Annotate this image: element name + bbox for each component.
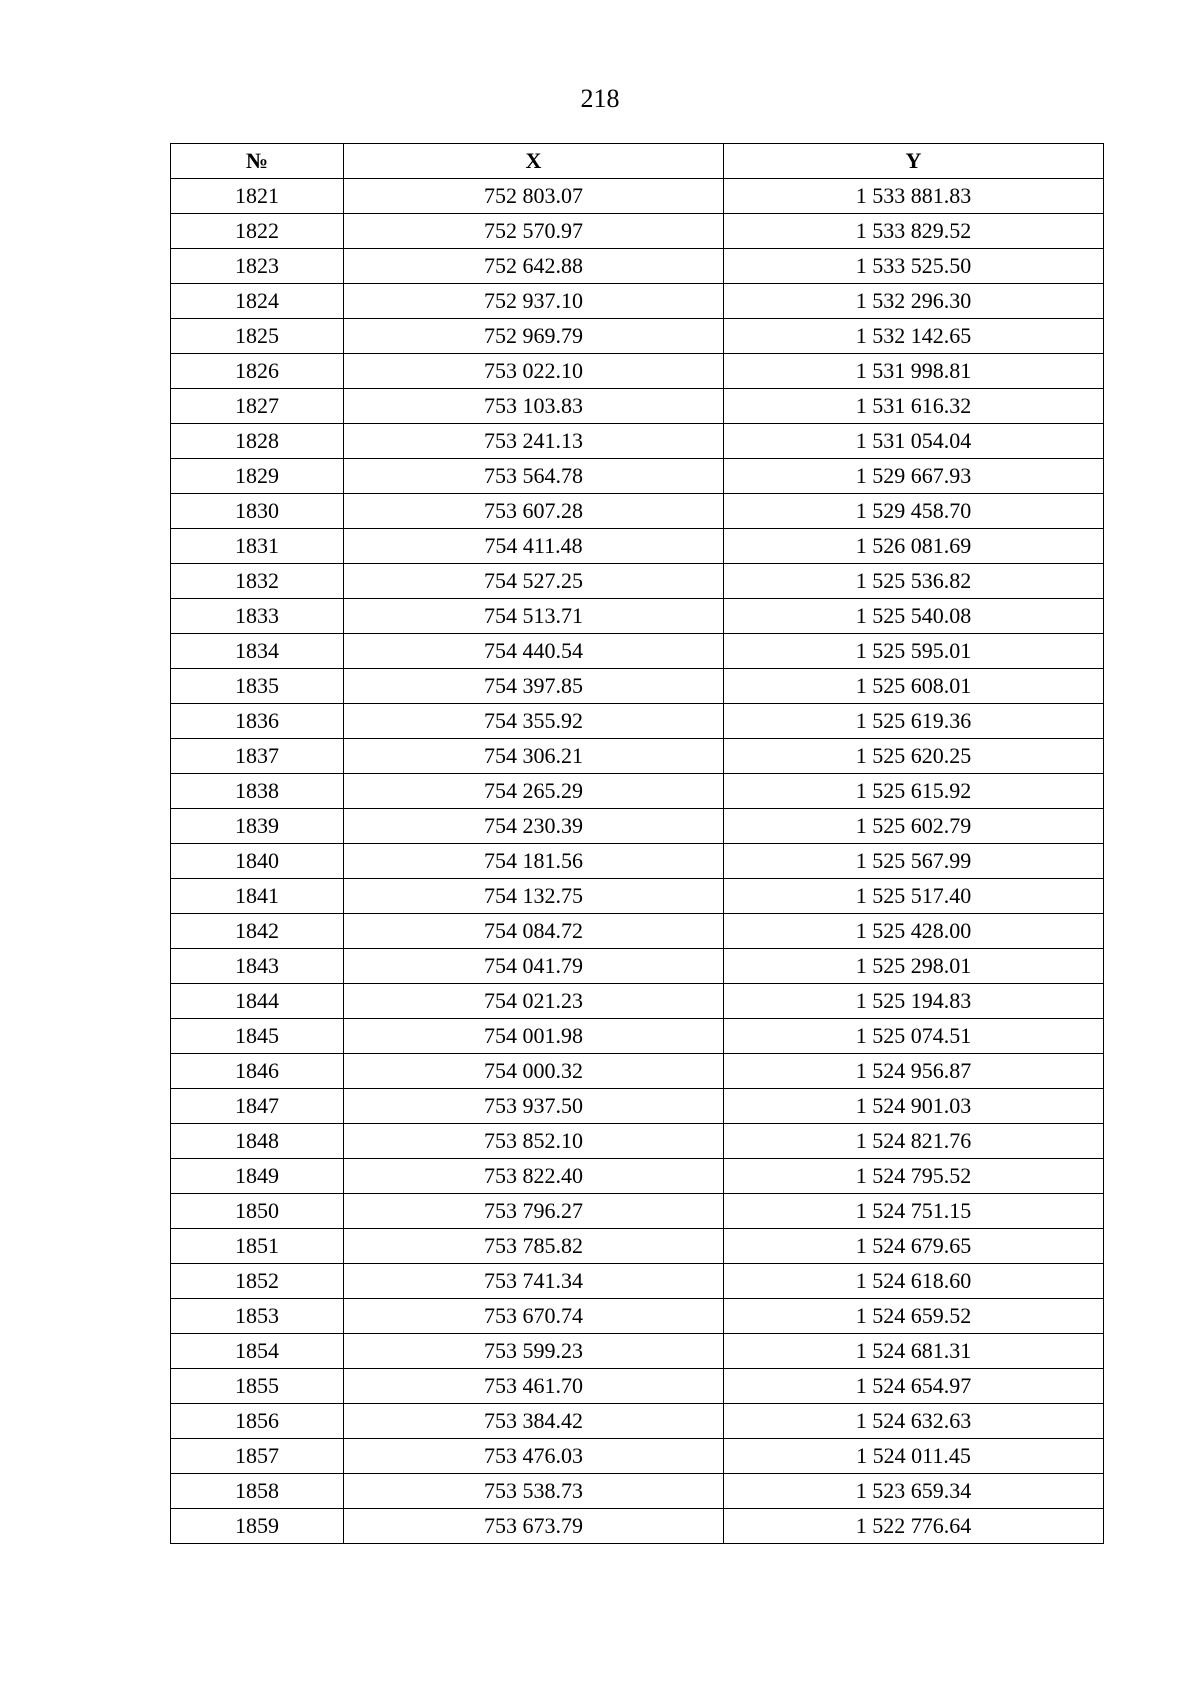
cell-x: 754 397.85	[344, 669, 724, 704]
cell-x: 752 642.88	[344, 249, 724, 284]
cell-x: 754 440.54	[344, 634, 724, 669]
cell-x: 754 181.56	[344, 844, 724, 879]
table-row	[171, 284, 1104, 319]
cell-x: 753 937.50	[344, 1089, 724, 1124]
header-number: №	[171, 144, 344, 179]
table-body	[171, 179, 1104, 1544]
cell-number: 1855	[171, 1369, 344, 1404]
cell-x: 754 527.25	[344, 564, 724, 599]
cell-number: 1839	[171, 809, 344, 844]
table-row	[171, 424, 1104, 459]
cell-number: 1841	[171, 879, 344, 914]
cell-number: 1833	[171, 599, 344, 634]
table-row	[171, 879, 1104, 914]
cell-number: 1854	[171, 1334, 344, 1369]
table-row	[171, 1404, 1104, 1439]
table-row	[171, 1054, 1104, 1089]
table-row	[171, 914, 1104, 949]
table-row	[171, 564, 1104, 599]
cell-number: 1829	[171, 459, 344, 494]
cell-number: 1825	[171, 319, 344, 354]
cell-y: 1 525 540.08	[724, 599, 1104, 634]
cell-number: 1834	[171, 634, 344, 669]
cell-y: 1 529 667.93	[724, 459, 1104, 494]
cell-x: 754 000.32	[344, 1054, 724, 1089]
table-row	[171, 1369, 1104, 1404]
header-y: Y	[724, 144, 1104, 179]
cell-y: 1 525 595.01	[724, 634, 1104, 669]
cell-number: 1845	[171, 1019, 344, 1054]
table-row	[171, 1264, 1104, 1299]
cell-x: 752 803.07	[344, 179, 724, 214]
cell-number: 1850	[171, 1194, 344, 1229]
cell-y: 1 522 776.64	[724, 1509, 1104, 1544]
page-number: 218	[580, 84, 620, 113]
cell-x: 754 355.92	[344, 704, 724, 739]
cell-y: 1 524 659.52	[724, 1299, 1104, 1334]
cell-number: 1831	[171, 529, 344, 564]
cell-x: 753 741.34	[344, 1264, 724, 1299]
cell-number: 1838	[171, 774, 344, 809]
cell-y: 1 533 829.52	[724, 214, 1104, 249]
cell-number: 1843	[171, 949, 344, 984]
cell-number: 1858	[171, 1474, 344, 1509]
cell-x: 754 513.71	[344, 599, 724, 634]
cell-y: 1 533 525.50	[724, 249, 1104, 284]
cell-y: 1 525 620.25	[724, 739, 1104, 774]
cell-x: 754 132.75	[344, 879, 724, 914]
table-row	[171, 214, 1104, 249]
cell-y: 1 533 881.83	[724, 179, 1104, 214]
cell-y: 1 526 081.69	[724, 529, 1104, 564]
cell-x: 752 937.10	[344, 284, 724, 319]
cell-y: 1 524 821.76	[724, 1124, 1104, 1159]
table-row	[171, 389, 1104, 424]
table-row	[171, 1509, 1104, 1544]
cell-y: 1 524 795.52	[724, 1159, 1104, 1194]
cell-y: 1 525 428.00	[724, 914, 1104, 949]
cell-number: 1844	[171, 984, 344, 1019]
cell-y: 1 532 296.30	[724, 284, 1104, 319]
cell-x: 754 230.39	[344, 809, 724, 844]
cell-x: 754 084.72	[344, 914, 724, 949]
cell-x: 754 021.23	[344, 984, 724, 1019]
table-header	[171, 144, 1104, 179]
cell-x: 754 001.98	[344, 1019, 724, 1054]
cell-y: 1 531 998.81	[724, 354, 1104, 389]
cell-number: 1840	[171, 844, 344, 879]
cell-number: 1859	[171, 1509, 344, 1544]
table-row	[171, 1439, 1104, 1474]
table-row	[171, 844, 1104, 879]
cell-y: 1 525 608.01	[724, 669, 1104, 704]
table-row	[171, 494, 1104, 529]
table-row	[171, 1089, 1104, 1124]
table-row	[171, 809, 1104, 844]
table-row	[171, 1194, 1104, 1229]
table-row	[171, 704, 1104, 739]
cell-x: 753 384.42	[344, 1404, 724, 1439]
cell-y: 1 524 654.97	[724, 1369, 1104, 1404]
cell-number: 1848	[171, 1124, 344, 1159]
cell-x: 753 476.03	[344, 1439, 724, 1474]
table-row	[171, 984, 1104, 1019]
cell-number: 1821	[171, 179, 344, 214]
cell-y: 1 525 619.36	[724, 704, 1104, 739]
cell-number: 1832	[171, 564, 344, 599]
cell-number: 1849	[171, 1159, 344, 1194]
cell-x: 753 607.28	[344, 494, 724, 529]
cell-x: 753 461.70	[344, 1369, 724, 1404]
table-row	[171, 1299, 1104, 1334]
cell-y: 1 529 458.70	[724, 494, 1104, 529]
cell-x: 753 538.73	[344, 1474, 724, 1509]
table-row	[171, 1019, 1104, 1054]
cell-x: 753 785.82	[344, 1229, 724, 1264]
cell-y: 1 531 054.04	[724, 424, 1104, 459]
cell-x: 753 822.40	[344, 1159, 724, 1194]
cell-number: 1852	[171, 1264, 344, 1299]
cell-y: 1 524 679.65	[724, 1229, 1104, 1264]
table-row	[171, 319, 1104, 354]
cell-y: 1 524 681.31	[724, 1334, 1104, 1369]
table-row	[171, 774, 1104, 809]
cell-number: 1846	[171, 1054, 344, 1089]
cell-number: 1857	[171, 1439, 344, 1474]
table-row	[171, 599, 1104, 634]
cell-x: 753 564.78	[344, 459, 724, 494]
cell-x: 754 306.21	[344, 739, 724, 774]
cell-y: 1 523 659.34	[724, 1474, 1104, 1509]
table-row	[171, 669, 1104, 704]
cell-y: 1 525 517.40	[724, 879, 1104, 914]
cell-x: 752 570.97	[344, 214, 724, 249]
cell-y: 1 532 142.65	[724, 319, 1104, 354]
cell-x: 754 411.48	[344, 529, 724, 564]
cell-x: 753 103.83	[344, 389, 724, 424]
cell-x: 753 241.13	[344, 424, 724, 459]
table-row	[171, 249, 1104, 284]
cell-number: 1828	[171, 424, 344, 459]
cell-x: 753 022.10	[344, 354, 724, 389]
cell-x: 753 670.74	[344, 1299, 724, 1334]
coordinates-table	[170, 143, 1104, 1544]
cell-number: 1847	[171, 1089, 344, 1124]
cell-number: 1856	[171, 1404, 344, 1439]
cell-number: 1835	[171, 669, 344, 704]
cell-y: 1 525 074.51	[724, 1019, 1104, 1054]
cell-x: 754 265.29	[344, 774, 724, 809]
table-row	[171, 354, 1104, 389]
cell-number: 1836	[171, 704, 344, 739]
cell-number: 1830	[171, 494, 344, 529]
table-row	[171, 1474, 1104, 1509]
cell-y: 1 524 751.15	[724, 1194, 1104, 1229]
cell-number: 1823	[171, 249, 344, 284]
table-row	[171, 949, 1104, 984]
table-row	[171, 179, 1104, 214]
cell-y: 1 525 615.92	[724, 774, 1104, 809]
cell-x: 754 041.79	[344, 949, 724, 984]
cell-y: 1 525 536.82	[724, 564, 1104, 599]
table-row	[171, 1124, 1104, 1159]
cell-y: 1 525 298.01	[724, 949, 1104, 984]
cell-number: 1837	[171, 739, 344, 774]
cell-y: 1 525 194.83	[724, 984, 1104, 1019]
cell-x: 752 969.79	[344, 319, 724, 354]
cell-number: 1827	[171, 389, 344, 424]
cell-y: 1 525 567.99	[724, 844, 1104, 879]
cell-number: 1826	[171, 354, 344, 389]
table-row	[171, 529, 1104, 564]
header-x: X	[344, 144, 724, 179]
cell-y: 1 524 618.60	[724, 1264, 1104, 1299]
table-row	[171, 1334, 1104, 1369]
cell-y: 1 524 011.45	[724, 1439, 1104, 1474]
cell-x: 753 599.23	[344, 1334, 724, 1369]
cell-number: 1824	[171, 284, 344, 319]
cell-number: 1851	[171, 1229, 344, 1264]
cell-number: 1853	[171, 1299, 344, 1334]
cell-y: 1 525 602.79	[724, 809, 1104, 844]
cell-x: 753 796.27	[344, 1194, 724, 1229]
table-row	[171, 634, 1104, 669]
cell-y: 1 524 956.87	[724, 1054, 1104, 1089]
table-row	[171, 739, 1104, 774]
header-row	[171, 144, 1104, 179]
cell-y: 1 524 632.63	[724, 1404, 1104, 1439]
cell-y: 1 524 901.03	[724, 1089, 1104, 1124]
table-row	[171, 459, 1104, 494]
cell-y: 1 531 616.32	[724, 389, 1104, 424]
cell-x: 753 852.10	[344, 1124, 724, 1159]
table-row	[171, 1159, 1104, 1194]
table-row	[171, 1229, 1104, 1264]
cell-number: 1822	[171, 214, 344, 249]
cell-x: 753 673.79	[344, 1509, 724, 1544]
cell-number: 1842	[171, 914, 344, 949]
